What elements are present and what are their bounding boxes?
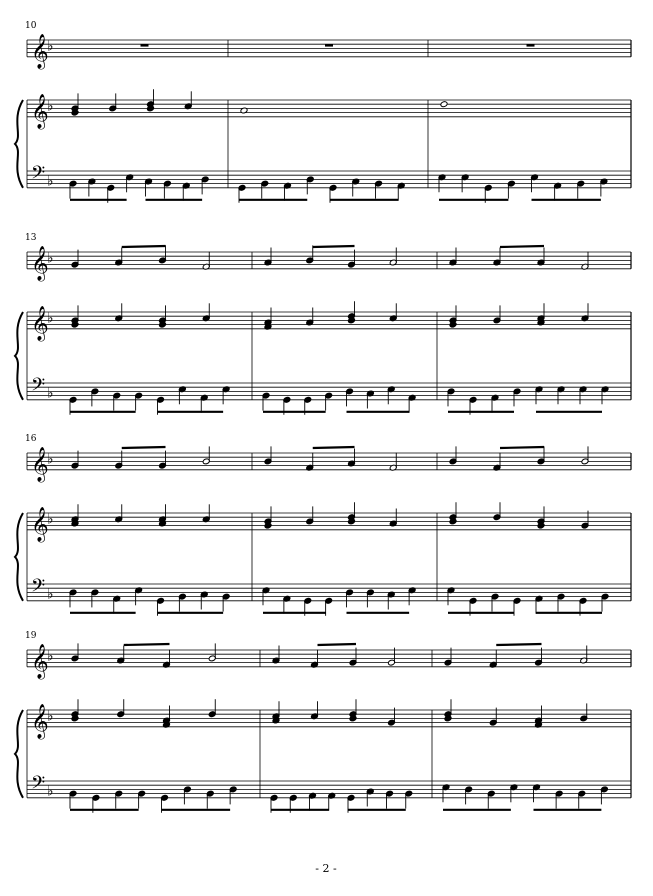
flat-key-signature-icon: ♭	[47, 783, 54, 800]
note	[537, 248, 545, 266]
note	[71, 305, 79, 323]
note	[348, 449, 356, 467]
note	[408, 587, 416, 605]
system	[15, 631, 631, 813]
piano-left-hand-staff	[27, 163, 631, 190]
note	[580, 646, 588, 664]
note	[71, 699, 79, 717]
note	[449, 248, 457, 266]
measure-number: 13	[25, 233, 37, 243]
note	[264, 248, 272, 266]
note	[200, 394, 208, 412]
note	[348, 502, 356, 520]
note	[447, 388, 455, 406]
whole-rest-icon	[527, 44, 535, 46]
note	[222, 386, 230, 404]
flat-key-signature-icon: ♭	[47, 173, 54, 190]
note	[535, 386, 543, 404]
note	[366, 589, 374, 607]
note	[208, 643, 216, 661]
note	[579, 386, 587, 404]
note	[69, 790, 77, 808]
note	[535, 706, 543, 724]
note	[578, 790, 586, 808]
note	[202, 303, 210, 321]
note	[581, 252, 589, 270]
note	[352, 178, 360, 196]
note	[535, 595, 543, 613]
system	[15, 233, 631, 415]
note	[135, 587, 143, 605]
note	[389, 303, 397, 321]
note	[208, 699, 216, 717]
note	[71, 504, 79, 522]
note	[577, 180, 585, 198]
treble-clef-icon: 𝄞	[31, 305, 49, 341]
beam	[122, 447, 166, 448]
note	[581, 303, 589, 321]
note	[202, 504, 210, 522]
note	[449, 305, 457, 323]
note	[309, 792, 317, 810]
note	[284, 182, 292, 200]
note	[147, 89, 155, 107]
whole-rest-icon	[325, 44, 333, 46]
note	[533, 784, 541, 802]
note	[600, 786, 608, 804]
note	[513, 597, 521, 615]
note	[222, 593, 230, 611]
note	[510, 784, 518, 802]
note	[91, 388, 99, 406]
flat-key-signature-icon: ♭	[47, 708, 54, 725]
note	[489, 650, 497, 668]
note	[389, 453, 397, 471]
note	[580, 703, 588, 721]
piano-brace	[15, 710, 23, 798]
note	[306, 308, 314, 326]
note	[386, 790, 394, 808]
piano-brace	[15, 513, 23, 601]
bass-clef-icon: 𝄢	[31, 162, 46, 188]
note	[555, 790, 563, 808]
note	[117, 699, 125, 717]
note	[325, 597, 333, 615]
flat-key-signature-icon: ♭	[47, 38, 54, 55]
note	[325, 392, 333, 410]
note	[159, 504, 167, 522]
note	[115, 248, 123, 266]
note	[202, 446, 210, 464]
beam	[496, 644, 541, 645]
note	[71, 93, 79, 111]
beam	[313, 246, 355, 247]
whole-rest-icon	[141, 44, 149, 46]
note	[262, 392, 270, 410]
note	[328, 792, 336, 810]
note	[405, 790, 413, 808]
flat-key-signature-icon: ♭	[47, 451, 54, 468]
flat-key-signature-icon: ♭	[47, 511, 54, 528]
note	[442, 784, 450, 802]
measure-number: 10	[25, 21, 37, 31]
note	[109, 93, 117, 111]
note	[126, 174, 134, 192]
note	[272, 701, 280, 719]
note	[311, 701, 319, 719]
note	[229, 786, 237, 804]
measure-number: 16	[25, 434, 37, 444]
note	[487, 790, 495, 808]
note	[159, 245, 167, 263]
note	[440, 101, 448, 108]
note	[349, 699, 357, 717]
note	[444, 699, 452, 717]
note	[389, 248, 397, 266]
note	[389, 509, 397, 527]
note	[408, 394, 416, 412]
note	[600, 178, 608, 196]
note	[348, 301, 356, 319]
note	[537, 506, 545, 524]
note	[537, 446, 545, 464]
note	[264, 506, 272, 524]
note	[537, 303, 545, 321]
flat-key-signature-icon: ♭	[47, 250, 54, 267]
note	[206, 790, 214, 808]
note	[438, 174, 446, 192]
note	[261, 180, 269, 198]
treble-clef-icon: 𝄞	[31, 446, 49, 482]
system	[15, 434, 631, 616]
note	[513, 388, 521, 406]
note	[531, 174, 539, 192]
beam	[500, 246, 544, 247]
treble-clef-icon: 𝄞	[31, 643, 49, 679]
treble-clef-icon: 𝄞	[31, 33, 49, 69]
piano-right-hand-staff	[27, 94, 631, 130]
note	[135, 392, 143, 410]
measure-number: 19	[25, 631, 37, 641]
note	[493, 248, 501, 266]
note	[387, 591, 395, 609]
note	[366, 390, 374, 408]
beam	[124, 644, 170, 645]
note	[138, 790, 146, 808]
system	[15, 21, 631, 203]
note	[306, 176, 314, 194]
note	[493, 305, 501, 323]
note	[306, 453, 314, 471]
note	[264, 446, 272, 464]
note	[449, 502, 457, 520]
flat-key-signature-icon: ♭	[47, 98, 54, 115]
note	[182, 182, 190, 200]
note	[581, 446, 589, 464]
treble-clef-icon: 𝄞	[31, 703, 49, 739]
note	[601, 593, 609, 611]
note	[115, 303, 123, 321]
note	[311, 650, 319, 668]
note	[507, 180, 515, 198]
treble-clef-icon: 𝄞	[31, 245, 49, 281]
note	[366, 788, 374, 806]
page-number: - 2 -	[315, 862, 337, 875]
note	[397, 182, 405, 200]
note	[306, 245, 314, 263]
note	[159, 305, 167, 323]
flat-key-signature-icon: ♭	[47, 586, 54, 603]
piano-brace	[15, 312, 23, 400]
bass-clef-icon: 𝄢	[31, 374, 46, 400]
note	[201, 176, 209, 194]
note	[557, 386, 565, 404]
note	[183, 786, 191, 804]
note	[601, 386, 609, 404]
bass-clef-icon: 𝄢	[31, 575, 46, 601]
note	[493, 502, 501, 520]
note	[557, 593, 565, 611]
note	[346, 589, 354, 607]
note	[491, 593, 499, 611]
melody-staff	[27, 34, 631, 70]
beam	[313, 447, 355, 448]
note	[262, 587, 270, 605]
beam	[122, 246, 166, 247]
note	[272, 646, 280, 664]
note	[387, 386, 395, 404]
note	[306, 506, 314, 524]
treble-clef-icon: 𝄞	[31, 506, 49, 542]
flat-key-signature-icon: ♭	[47, 648, 54, 665]
note	[449, 446, 457, 464]
note	[88, 178, 96, 196]
note	[202, 252, 210, 270]
note	[491, 394, 499, 412]
note	[115, 790, 123, 808]
beam	[500, 447, 544, 448]
note	[283, 595, 291, 613]
note	[493, 453, 501, 471]
note	[117, 646, 125, 664]
note	[163, 650, 171, 668]
note	[69, 180, 77, 198]
piano-brace	[15, 100, 23, 188]
note	[178, 593, 186, 611]
note	[91, 589, 99, 607]
note	[554, 182, 562, 200]
note	[447, 587, 455, 605]
note	[113, 392, 121, 410]
beam	[318, 644, 357, 645]
note	[113, 595, 121, 613]
note	[264, 308, 272, 326]
note	[465, 786, 473, 804]
note	[115, 504, 123, 522]
note	[69, 589, 77, 607]
note	[71, 643, 79, 661]
flat-key-signature-icon: ♭	[47, 385, 54, 402]
note	[375, 180, 383, 198]
note	[178, 386, 186, 404]
note	[145, 178, 153, 196]
note	[461, 174, 469, 192]
note	[200, 591, 208, 609]
treble-clef-icon: 𝄞	[31, 93, 49, 129]
bass-clef-icon: 𝄢	[31, 772, 46, 798]
note	[184, 91, 192, 109]
note	[163, 706, 171, 724]
note	[163, 180, 171, 198]
note	[346, 388, 354, 406]
flat-key-signature-icon: ♭	[47, 310, 54, 327]
